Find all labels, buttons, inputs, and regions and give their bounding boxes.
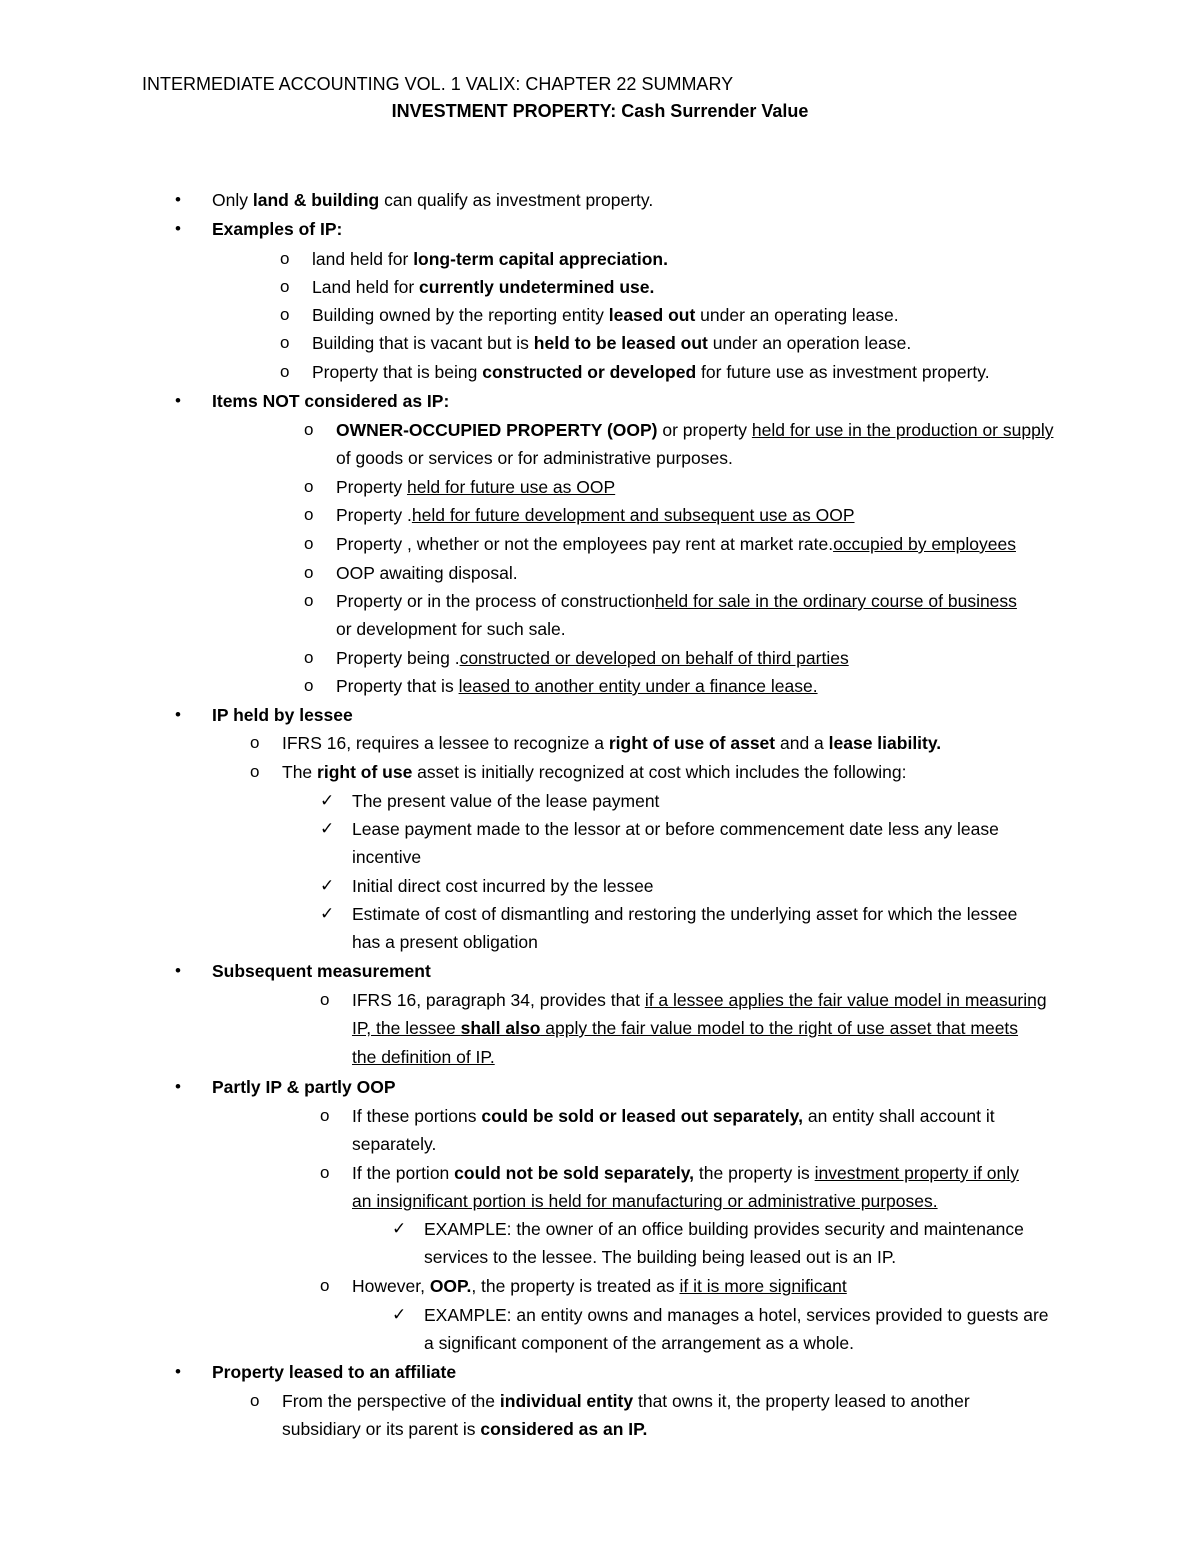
- text-line: [282, 760, 906, 784]
- text-line: [212, 389, 449, 413]
- emphasis-text: could not be sold separately,: [454, 1163, 695, 1183]
- text-line: [212, 1075, 396, 1099]
- plain-text: services to the lessee. The building being leased out is an IP.: [424, 1247, 897, 1267]
- text-line: [424, 1331, 854, 1355]
- plain-text: If these portions: [352, 1106, 482, 1126]
- plain-text: Land held for: [312, 277, 420, 297]
- plain-text: has a present obligation: [352, 932, 538, 952]
- sub-bullet-icon: o: [304, 648, 314, 667]
- plain-text: Property: [336, 477, 407, 497]
- plain-text: or in the process of construction: [407, 591, 656, 611]
- sub-bullet-icon: o: [304, 477, 314, 496]
- emphasis-text: individual entity: [499, 1391, 634, 1411]
- sub-bullet-icon: o: [280, 277, 290, 296]
- text-line: [352, 1274, 847, 1298]
- plain-text: IFRS 16, paragraph 34, provides that: [352, 990, 645, 1010]
- emphasis-text: right of use: [317, 762, 413, 782]
- plain-text: Property: [336, 505, 407, 525]
- text-line: [212, 703, 353, 727]
- plain-text: , the property is treated as: [471, 1276, 680, 1296]
- emphasis-text: held for future development and subsequent use as OOP: [411, 505, 855, 525]
- sub-bullet-icon: o: [320, 990, 330, 1009]
- bullet-icon: •: [175, 1362, 181, 1381]
- sub-bullet-icon: o: [280, 362, 290, 381]
- sub-bullet-icon: o: [280, 305, 290, 324]
- sub-bullet-icon: o: [304, 591, 314, 610]
- bullet-icon: •: [175, 961, 181, 980]
- sub-bullet-icon: o: [320, 1163, 330, 1182]
- checkmark-icon: ✓: [320, 819, 335, 838]
- plain-text: The present value of the lease payment: [352, 791, 660, 811]
- plain-text: under an operating lease.: [695, 305, 899, 325]
- emphasis-text: OOP.: [429, 1276, 472, 1296]
- plain-text: However,: [352, 1276, 430, 1296]
- text-line: [352, 874, 654, 898]
- text-line: [352, 988, 1047, 1012]
- plain-text: IFRS 16, requires a lessee to recognize a: [282, 733, 609, 753]
- emphasis-text: constructed or developed: [482, 362, 697, 382]
- plain-text: , whether or not the employees pay rent at market rate.: [407, 534, 834, 554]
- plain-text: Initial direct cost incurred by the lessee: [352, 876, 654, 896]
- document-subtitle: INVESTMENT PROPERTY: Cash Surrender Value: [391, 101, 809, 121]
- plain-text: or development for such sale.: [336, 619, 566, 639]
- emphasis-text: Subsequent measurement: [212, 961, 431, 981]
- text-line: [352, 1016, 1018, 1040]
- text-line: [212, 188, 653, 212]
- checkmark-icon: ✓: [320, 876, 335, 895]
- sub-bullet-icon: o: [280, 249, 290, 268]
- bullet-icon: •: [175, 391, 181, 410]
- plain-text: an entity shall account it: [802, 1106, 995, 1126]
- plain-text: .: [454, 648, 460, 668]
- plain-text: separately.: [352, 1134, 437, 1154]
- plain-text: land held for: [312, 249, 414, 269]
- plain-text: Estimate of cost of dismantling and restoring the underlying asset for which the lessee: [352, 904, 1018, 924]
- plain-text: Property being: [336, 648, 455, 668]
- sub-bullet-icon: o: [304, 534, 314, 553]
- checkmark-icon: ✓: [320, 791, 335, 810]
- text-line: [212, 959, 431, 983]
- checkmark-icon: ✓: [320, 904, 335, 923]
- sub-bullet-icon: o: [304, 420, 314, 439]
- emphasis-text: Examples of IP:: [212, 219, 343, 239]
- bullet-icon: •: [175, 219, 181, 238]
- sub-bullet-icon: o: [304, 505, 314, 524]
- text-line: [336, 617, 566, 641]
- plain-text: From the perspective of the: [282, 1391, 500, 1411]
- emphasis-text: held to be leased out: [533, 333, 708, 353]
- plain-text: If the portion: [352, 1163, 455, 1183]
- text-line: [352, 1189, 938, 1213]
- text-line: [336, 561, 518, 585]
- plain-text: a significant component of the arrangement as a whole.: [424, 1333, 854, 1353]
- bullet-icon: •: [175, 705, 181, 724]
- plain-text: .: [407, 505, 412, 525]
- emphasis-text: leased out: [608, 305, 696, 325]
- plain-text: asset is initially recognized at cost which includes the following:: [412, 762, 907, 782]
- text-line: [312, 303, 899, 327]
- plain-text: subsidiary or its parent is: [282, 1419, 481, 1439]
- emphasis-text: held for future use as OOP: [407, 477, 616, 497]
- text-line: [352, 845, 421, 869]
- sub-bullet-icon: o: [320, 1106, 330, 1125]
- emphasis-text: the definition of IP.: [352, 1047, 495, 1067]
- text-line: [424, 1217, 1024, 1241]
- emphasis-text: Partly IP & partly OOP: [212, 1077, 396, 1097]
- text-line: [312, 360, 990, 384]
- text-line: [352, 1104, 995, 1128]
- text-line: [352, 789, 659, 813]
- emphasis-text: IP, the lessee: [352, 1018, 461, 1038]
- text-line: [352, 930, 538, 954]
- emphasis-text: apply the fair value model to the right of use asset that meets: [540, 1018, 1019, 1038]
- text-line: [336, 646, 849, 670]
- emphasis-text: if it is more significant: [679, 1276, 847, 1296]
- text-line: [352, 1045, 495, 1069]
- plain-text: Property: [336, 534, 407, 554]
- plain-text: Property that is being: [312, 362, 483, 382]
- text-line: [212, 1360, 456, 1384]
- plain-text: Lease payment made to the lessor at or before commencement date less any lease: [352, 819, 999, 839]
- text-line: [282, 731, 941, 755]
- text-line: [212, 217, 342, 241]
- sub-bullet-icon: o: [250, 733, 260, 752]
- sub-bullet-icon: o: [304, 676, 314, 695]
- plain-text: EXAMPLE: an entity owns and manages a hotel, services provided to guests are: [424, 1305, 1049, 1325]
- emphasis-text: right of use of asset: [608, 733, 776, 753]
- sub-bullet-icon: o: [250, 1391, 260, 1410]
- text-line: [282, 1389, 970, 1413]
- plain-text: under an operation lease.: [707, 333, 912, 353]
- sub-bullet-icon: o: [320, 1276, 330, 1295]
- text-line: [312, 331, 911, 355]
- emphasis-text: could be sold or leased out separately,: [481, 1106, 803, 1126]
- emphasis-text: OWNER-OCCUPIED PROPERTY (OOP): [336, 420, 658, 440]
- emphasis-text: investment property if only: [814, 1163, 1019, 1183]
- text-line: [424, 1245, 896, 1269]
- text-line: [336, 446, 733, 470]
- plain-text: Building owned by the reporting entity: [312, 305, 609, 325]
- emphasis-text: held for sale in the ordinary course of business: [655, 591, 1017, 611]
- text-line: [336, 532, 1016, 556]
- emphasis-text: IP held by lessee: [212, 705, 353, 725]
- plain-text: incentive: [352, 847, 422, 867]
- sub-bullet-icon: o: [304, 563, 314, 582]
- emphasis-text: if a lessee applies the fair value model in measuring: [644, 990, 1047, 1010]
- text-line: [312, 247, 668, 271]
- emphasis-text: currently undetermined use.: [419, 277, 655, 297]
- emphasis-text: land & building: [252, 190, 380, 210]
- text-line: [336, 503, 855, 527]
- sub-bullet-icon: o: [280, 333, 290, 352]
- plain-text: Property: [336, 591, 407, 611]
- plain-text: for future use as investment property.: [696, 362, 990, 382]
- plain-text: OOP awaiting disposal.: [336, 563, 518, 583]
- emphasis-text: held for use in the production or supply: [751, 420, 1054, 440]
- text-line: [336, 418, 1053, 442]
- emphasis-text: constructed or developed on behalf of third parties: [459, 648, 849, 668]
- checkmark-icon: ✓: [392, 1305, 407, 1324]
- emphasis-text: leased to another entity under a finance lease.: [458, 676, 818, 696]
- text-line: [352, 1132, 436, 1156]
- plain-text: Building that is vacant but is: [312, 333, 534, 353]
- text-line: [336, 589, 1017, 613]
- plain-text: Only: [212, 190, 253, 210]
- emphasis-text: Property leased to an affiliate: [212, 1362, 457, 1382]
- plain-text: EXAMPLE: the owner of an office building provides security and maintenance: [424, 1219, 1024, 1239]
- emphasis-text: an insignificant portion is held for manufacturing or administrative purposes.: [352, 1191, 938, 1211]
- plain-text: that owns it, the property leased to another: [633, 1391, 970, 1411]
- plain-text: or property: [657, 420, 752, 440]
- plain-text: the property is: [694, 1163, 815, 1183]
- bullet-icon: •: [175, 1077, 181, 1096]
- text-line: [424, 1303, 1049, 1327]
- bullet-icon: •: [175, 190, 181, 209]
- text-line: [352, 902, 1017, 926]
- text-line: [352, 1161, 1019, 1185]
- emphasis-text: occupied by employees: [833, 534, 1016, 554]
- text-line: [352, 817, 999, 841]
- text-line: [312, 275, 654, 299]
- emphasis-text: Items NOT considered as IP:: [212, 391, 450, 411]
- plain-text: of goods or services or for administrative purposes.: [336, 448, 733, 468]
- plain-text: The: [282, 762, 318, 782]
- sub-bullet-icon: o: [250, 762, 260, 781]
- emphasis-text: considered as an IP.: [480, 1419, 648, 1439]
- plain-text: and a: [775, 733, 829, 753]
- text-line: [336, 475, 615, 499]
- plain-text: can qualify as investment property.: [379, 190, 654, 210]
- emphasis-text: shall also: [460, 1018, 541, 1038]
- document-header-title: INTERMEDIATE ACCOUNTING VOL. 1 VALIX: CHAPTER 22 SUMMARY: [142, 74, 734, 94]
- emphasis-text: lease liability.: [828, 733, 942, 753]
- plain-text: Property that is: [336, 676, 459, 696]
- checkmark-icon: ✓: [392, 1219, 407, 1238]
- text-line: [282, 1417, 647, 1441]
- text-line: [336, 674, 818, 698]
- emphasis-text: long-term capital appreciation.: [413, 249, 668, 269]
